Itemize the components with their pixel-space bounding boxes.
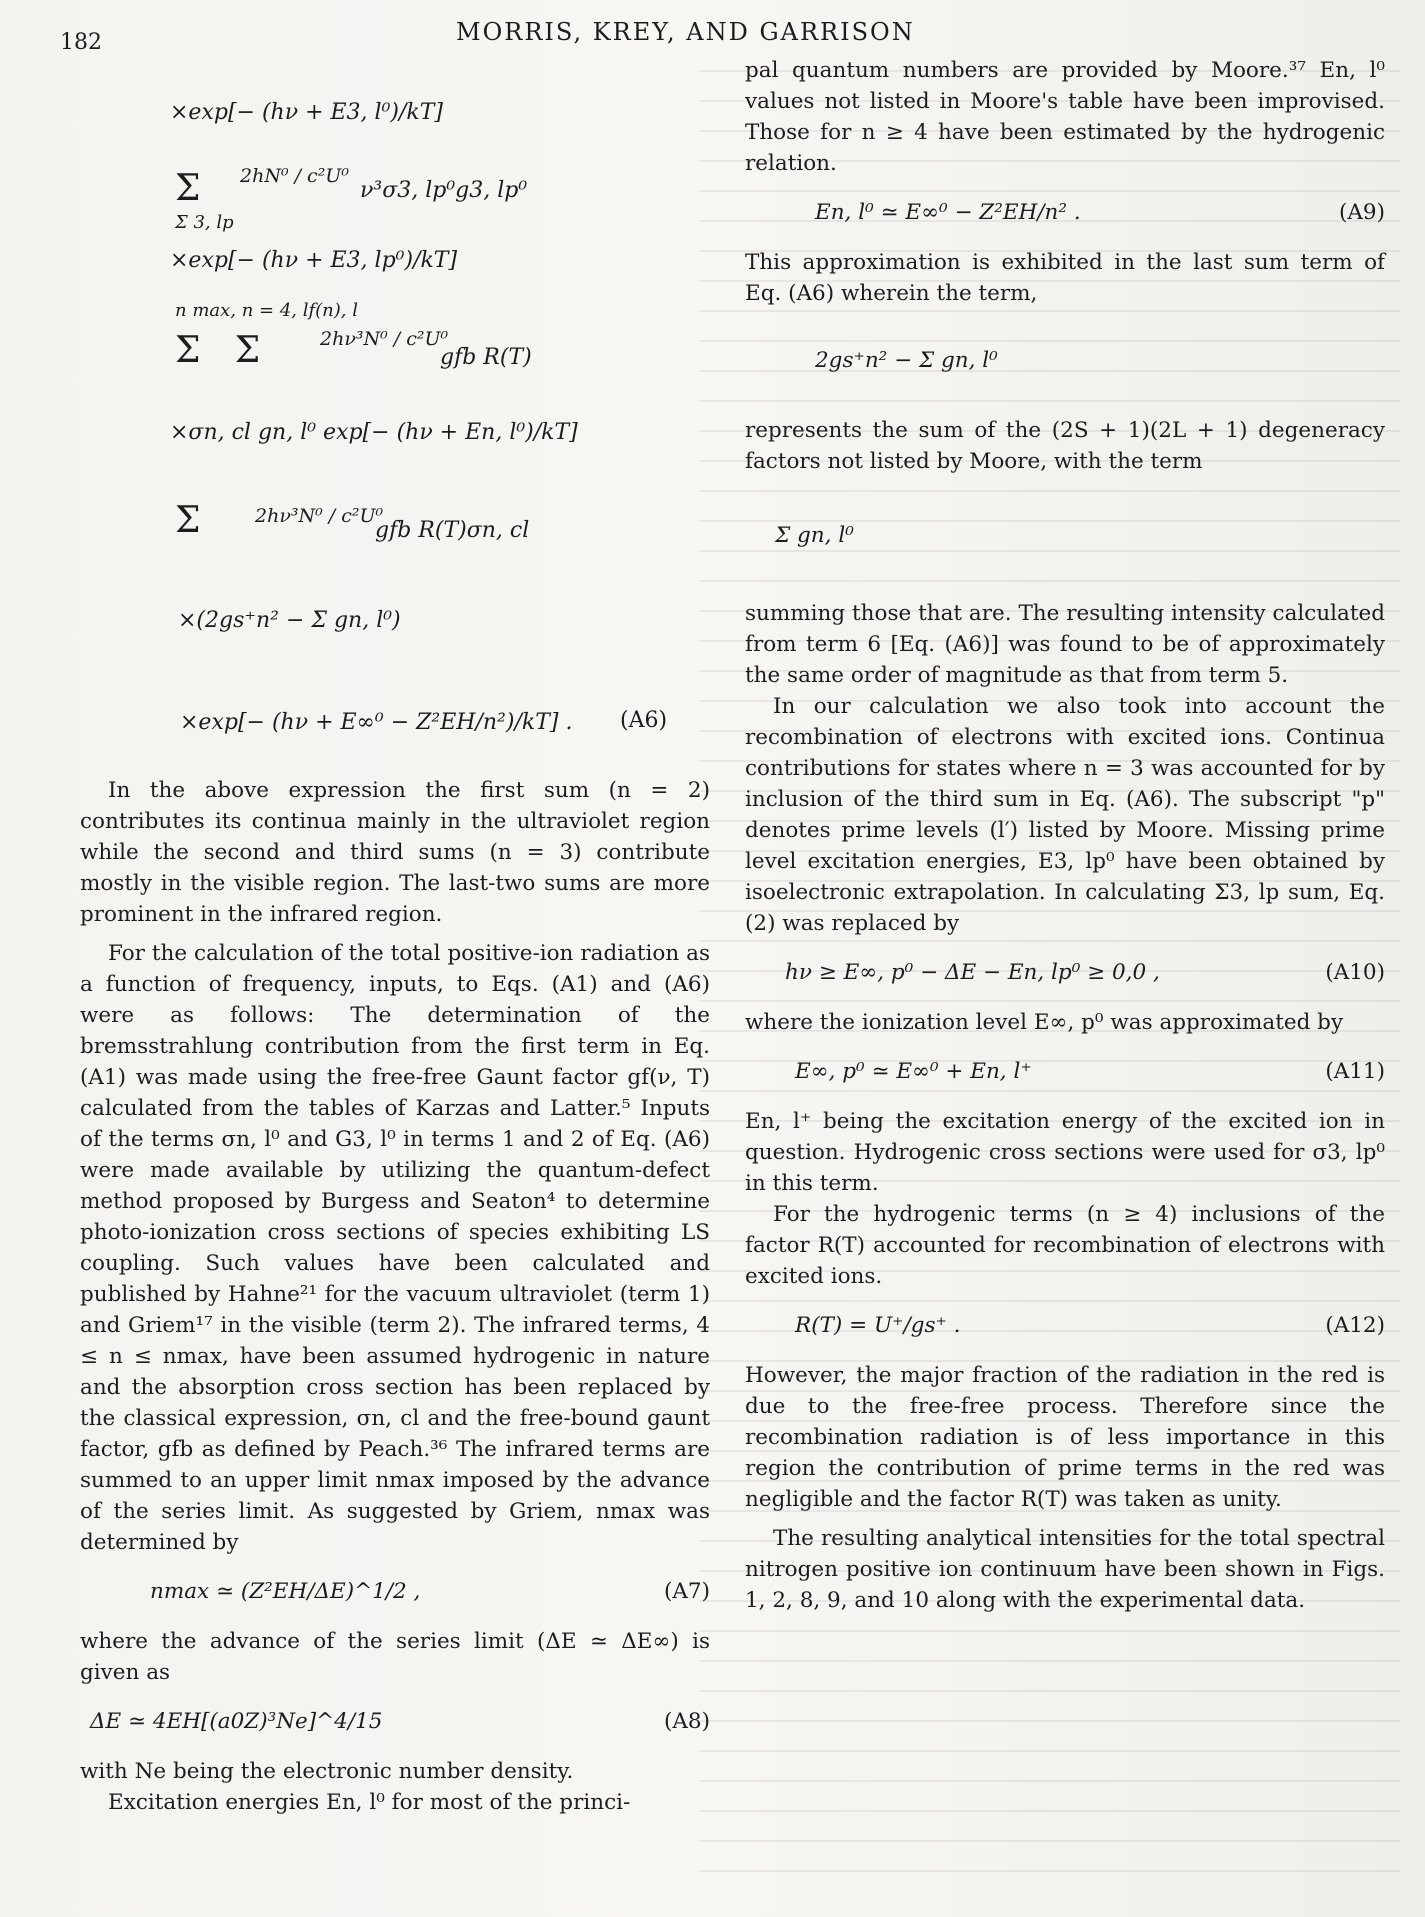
a6-line-6-sum: Σ [175, 500, 201, 541]
a6-line-7: ×(2gs⁺n² − Σ gn, l⁰) [178, 608, 401, 633]
right-paragraph-9: However, the major fraction of the radiation in the red is due to the free-free process. Therefore since the recombination radiation is of less importance in this region the contribution of prime terms in the red was negligible and the factor R(T) was taken as unity. [745, 1363, 1385, 1512]
right-paragraph-10: The resulting analytical intensities for the total spectral nitrogen positive ion continuum have been shown in Figs. 1, 2, 8, 9, and 10 along with the experimental data. [745, 1526, 1385, 1613]
right-paragraph-7: En, l⁺ being the excitation energy of the excited ion in question. Hydrogenic cross sections were used for σ3, lp⁰ in this term. [745, 1109, 1385, 1196]
a9-number: (A9) [1339, 200, 1385, 225]
right-paragraph-8: For the hydrogenic terms (n ≥ 4) inclusions of the factor R(T) accounted for recombination of electrons with excited ions. [745, 1202, 1385, 1289]
degeneracy-term [745, 317, 1385, 407]
a8-number: (A8) [664, 1709, 710, 1734]
equation-a8 [80, 1696, 710, 1748]
a6-line-2-sum: Σ [175, 168, 201, 209]
a6-line-2-sum-sub: Σ 3, lp [175, 212, 234, 233]
right-paragraph-2: This approximation is exhibited in the last sum term of Eq. (A6) wherein the term, [745, 250, 1385, 306]
left-paragraph-4: with Ne being the electronic number density. [80, 1759, 574, 1784]
a6-line-6-tail: gfb R(T)σn, cl [375, 518, 530, 543]
a6-line-2-tail: ν³σ3, lp⁰g3, lp⁰ [360, 178, 528, 203]
a6-line-8: ×exp[− (hν + E∞⁰ − Z²EH/n²)/kT] . [180, 710, 573, 735]
a6-number: (A6) [620, 708, 668, 733]
a6-line-2-fraction: 2hN⁰ / c²U⁰ [240, 165, 349, 187]
degeneracy-term-expression: 2gs⁺n² − Σ gn, l⁰ [815, 348, 998, 373]
a10-number: (A10) [1325, 960, 1385, 985]
a6-line-3: ×exp[− (hν + E3, lp⁰)/kT] [170, 248, 458, 273]
summing-term-expression: Σ gn, l⁰ [775, 523, 854, 548]
left-paragraph-5: Excitation energies En, l⁰ for most of the princi- [108, 1790, 631, 1815]
page-number: 182 [60, 30, 102, 55]
left-paragraph-3: where the advance of the series limit (ΔE ≃ ΔE∞) is given as [80, 1629, 710, 1685]
right-paragraph-5: In our calculation we also took into account the recombination of electrons with excited ions. Continua contributions for states where n = 3 was accounted for by inclusion of the third sum in Eq. (A6). The subscript "p" denotes prime levels (l′) listed by Moore. Missing prime level excitation energies, E3, lp⁰ have been obtained by isoelectronic extrapolation. In calculating Σ3, lp sum, Eq. (2) was replaced by [745, 694, 1385, 936]
right-paragraph-4: summing those that are. The resulting intensity calculated from term 6 [Eq. (A6)] was found to be of approximately the same order of magnitude as that from term 5. [745, 601, 1385, 688]
a12-expression: R(T) = U⁺/gs⁺ . [795, 1313, 961, 1338]
right-column [745, 55, 1385, 1616]
right-paragraph-3: represents the sum of the (2S + 1)(2L + 1) degeneracy factors not listed by Moore, with the term [745, 418, 1385, 474]
a8-expression: ΔE ≃ 4EH[(a0Z)³Ne]^4/15 [90, 1709, 383, 1734]
right-paragraph-6: where the ionization level E∞, p⁰ was approximated by [745, 1010, 1344, 1035]
left-paragraph-1: In the above expression the first sum (n = 2) contributes its continua mainly in the ultraviolet region while the second and third sums (n = 3) contribute mostly in the visible region. The last-two sums are more prominent in the infrared region. [80, 778, 710, 927]
running-title: MORRIS, KREY, AND GARRISON [456, 18, 915, 46]
a7-number: (A7) [664, 1579, 710, 1604]
a6-line-4-fraction: 2hν³N⁰ / c²U⁰ [320, 328, 449, 350]
a6-line-4-sums: Σ Σ [175, 330, 261, 371]
a6-line-1: ×exp[− (hν + E3, l⁰)/kT] [170, 100, 443, 125]
equation-a12 [745, 1300, 1385, 1352]
equation-a11 [745, 1046, 1385, 1098]
a11-expression: E∞, p⁰ ≃ E∞⁰ + En, l⁺ [795, 1059, 1032, 1084]
left-paragraph-2: For the calculation of the total positive-ion radiation as a function of frequency, inputs, to Eqs. (A1) and (A6) were as follows: The determination of the bremsstrahlung contribution from the first term in Eq. (A1) was made using the free-free Gaunt factor gf(ν, T) calculated from the tables of Karzas and Latter.⁵ Inputs of the terms σn, l⁰ and G3, l⁰ in terms 1 and 2 of Eq. (A6) were made available by utilizing the quantum-defect method proposed by Burgess and Seaton⁴ to determine photo-ionization cross sections of species exhibiting LS coupling. Such values have been calculated and published by Hahne²¹ for the vacuum ultraviolet (term 1) and Griem¹⁷ in the visible (term 2). The infrared terms, 4 ≤ n ≤ nmax, have been assumed hydrogenic in nature and the absorption cross section has been replaced by the classical expression, σn, cl and the free-bound gaunt factor, gfb as defined by Peach.³⁶ The infrared terms are summed to an upper limit nmax imposed by the advance of the series limit. As suggested by Griem, nmax was determined by [80, 941, 710, 1555]
a6-line-6-fraction: 2hν³N⁰ / c²U⁰ [255, 505, 384, 527]
a6-line-4-tail: gfb R(T) [440, 345, 532, 370]
equation-a7 [80, 1566, 710, 1618]
left-column [80, 775, 710, 1818]
a12-number: (A12) [1325, 1313, 1385, 1338]
equation-a9 [745, 187, 1385, 239]
a6-line-5: ×σn, cl gn, l⁰ exp[− (hν + En, l⁰)/kT] [170, 420, 578, 445]
right-paragraph-1: pal quantum numbers are provided by Moore.³⁷ En, l⁰ values not listed in Moore's table have been improvised. Those for n ≥ 4 have been estimated by the hydrogenic relation. [745, 58, 1385, 176]
a7-expression: nmax ≃ (Z²EH/ΔE)^1/2 , [150, 1579, 421, 1604]
a11-number: (A11) [1325, 1059, 1385, 1084]
equation-a10 [745, 947, 1385, 999]
a10-expression: hν ≥ E∞, p⁰ − ΔE − En, lp⁰ ≥ 0,0 , [785, 960, 1160, 985]
a9-expression: En, l⁰ ≃ E∞⁰ − Z²EH/n² . [815, 200, 1081, 225]
a6-line-4-limits: n max, n = 4, lf(n), l [175, 300, 358, 321]
summing-term [745, 485, 1385, 590]
